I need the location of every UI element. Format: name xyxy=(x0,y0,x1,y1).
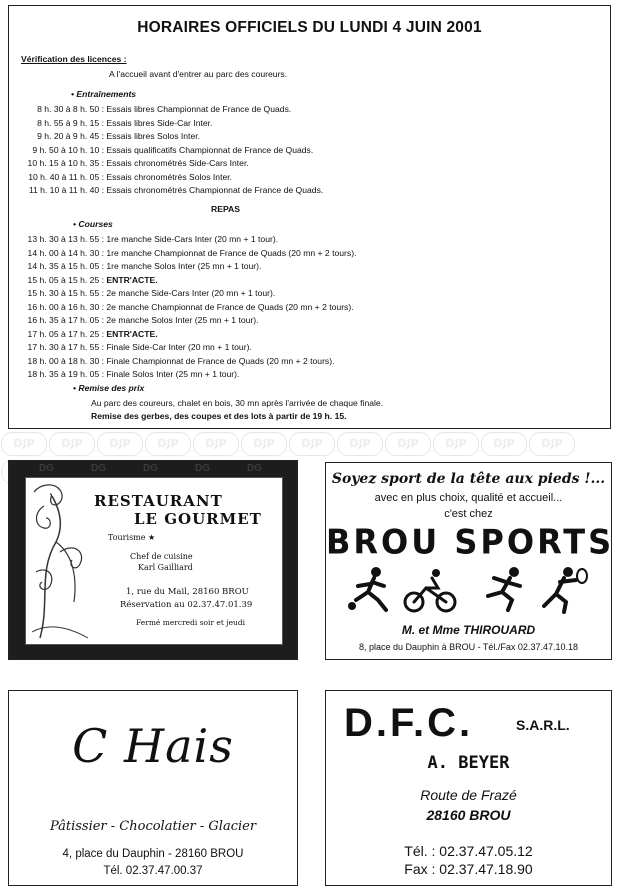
schedule-row xyxy=(9,172,232,182)
schedule-row xyxy=(9,234,278,244)
schedule-event: 2e manche Side-Cars Inter (20 mn + 1 tour). xyxy=(104,288,276,298)
schedule-row xyxy=(9,248,356,258)
brou-name: BROU SPORTS xyxy=(326,522,615,562)
dg-mark: DG xyxy=(143,463,158,474)
dfc-sarl: S.A.R.L. xyxy=(516,717,570,733)
schedule-event: Finale Side-Car Inter (20 mn + 1 tour). xyxy=(104,342,252,352)
schedule-event: 1re manche Side-Cars Inter (20 mn + 1 tour). xyxy=(104,234,279,244)
courses-heading: • Courses xyxy=(73,219,113,229)
schedule-time: 9 h. 50 à 10 h. 10 : xyxy=(32,144,104,155)
restaurant-name-1: RESTAURANT xyxy=(94,492,223,510)
schedule-event: Essais libres Side-Car Inter. xyxy=(104,117,213,128)
schedule-event: Essais qualificatifs Championnat de France de Quads. xyxy=(104,144,314,155)
watermark-strip xyxy=(0,430,618,456)
schedule-time: 13 h. 30 à 13 h. 55 : xyxy=(27,234,104,244)
restaurant-reservation: Réservation au 02.37.47.01.39 xyxy=(120,600,253,610)
restaurant-ad xyxy=(8,460,298,660)
dfc-city: 28160 BROU xyxy=(426,807,511,823)
schedule-row xyxy=(9,261,261,271)
watermark-logo: DJP xyxy=(385,432,431,456)
schedule-time: 16 h. 35 à 17 h. 05 : xyxy=(27,315,104,325)
schedule-event: Essais chronométrés Side-Cars Inter. xyxy=(104,158,249,168)
schedule-row xyxy=(9,329,158,339)
schedule-row xyxy=(9,369,239,379)
schedule-row xyxy=(9,288,275,298)
schedule-event: Essais chronométrés Championnat de France de Quads. xyxy=(104,185,324,195)
runner-icon xyxy=(488,567,520,610)
schedule-event: ENTR'ACTE. xyxy=(104,328,158,339)
schedule-time: 15 h. 05 à 15 h. 25 : xyxy=(27,274,104,285)
cyclist-icon xyxy=(405,569,455,611)
restaurant-name-2: LE GOURMET xyxy=(134,510,262,528)
licences-text: A l'accueil avant d'entrer au parc des coureurs. xyxy=(109,69,288,79)
sports-pictograms xyxy=(346,566,592,614)
schedule-event: Essais libres Solos Inter. xyxy=(104,131,201,141)
dfc-fax: Fax : 02.37.47.18.90 xyxy=(404,861,533,877)
schedule-time: 11 h. 10 à 11 h. 40 : xyxy=(28,185,104,195)
entrainements-heading: • Entraînements xyxy=(71,89,137,99)
schedule-time: 16 h. 00 à 16 h. 30 : xyxy=(27,301,104,312)
watermark-logo: DJP xyxy=(481,432,527,456)
schedule-event: 1re manche Solos Inter (25 mn + 1 tour). xyxy=(104,261,262,271)
schedule-time: 14 h. 00 à 14 h. 30 : xyxy=(27,247,104,258)
chais-subtitle: Pâtissier - Chocolatier - Glacier xyxy=(49,819,257,834)
schedule-row xyxy=(9,131,200,141)
schedule-row xyxy=(9,275,158,285)
watermark-logo: DJP xyxy=(1,432,47,456)
watermark-logo: DJP xyxy=(529,432,575,456)
schedule-time: 18 h. 35 à 19 h. 05 : xyxy=(27,369,104,379)
schedule-row xyxy=(9,118,212,128)
schedule-row xyxy=(9,104,291,114)
chais-tel: Tél. 02.37.47.00.37 xyxy=(103,865,203,877)
schedule-row xyxy=(9,342,252,352)
schedule-event: ENTR'ACTE. xyxy=(104,274,158,285)
schedule-event: Essais libres Championnat de France de Quads. xyxy=(104,104,292,114)
tourisme-label: Tourisme ★ xyxy=(108,533,156,542)
dfc-tel: Tél. : 02.37.47.05.12 xyxy=(404,843,533,859)
schedule-time: 17 h. 05 à 17 h. 25 : xyxy=(27,328,104,339)
chais-logo: C Hais xyxy=(72,719,234,773)
dfc-ad xyxy=(325,690,612,886)
schedule-row xyxy=(9,302,354,312)
repas-label: REPAS xyxy=(211,204,240,214)
schedule-event: 2e manche Championnat de France de Quads (20 mn + 2 tours). xyxy=(104,301,354,312)
iris-flower-icon xyxy=(30,482,90,640)
chef-label: Chef de cuisine xyxy=(130,552,193,561)
brou-owners: M. et Mme THIROUARD xyxy=(401,623,536,637)
restaurant-card xyxy=(25,477,283,645)
dfc-person: A. BEYER xyxy=(427,753,510,773)
schedule-time: 18 h. 00 à 18 h. 30 : xyxy=(27,355,104,366)
brou-sports-ad xyxy=(325,462,615,660)
brou-tagline: Soyez sport de la tête aux pieds !... xyxy=(331,471,606,487)
schedule-title: HORAIRES OFFICIELS DU LUNDI 4 JUIN 2001 xyxy=(137,19,482,36)
prix-bold: Remise des gerbes, des coupes et des lots à partir de 19 h. 15. xyxy=(91,411,347,421)
watermark-logo: DJP xyxy=(241,432,287,456)
schedule-event: Finale Championnat de France de Quads (20 mn + 2 tours). xyxy=(104,355,335,366)
schedule-event: 1re manche Championnat de France de Quads (20 mn + 2 tours). xyxy=(104,247,357,258)
licences-heading: Vérification des licences : xyxy=(21,54,127,64)
restaurant-closed: Fermé mercredi soir et jeudi xyxy=(136,618,246,627)
schedule-row xyxy=(9,145,313,155)
schedule-panel xyxy=(8,5,611,429)
watermark-logo: DJP xyxy=(433,432,479,456)
schedule-row xyxy=(9,185,323,195)
prix-heading: • Remise des prix xyxy=(73,383,145,393)
brou-line2: avec en plus choix, qualité et accueil... xyxy=(374,492,563,504)
schedule-row xyxy=(9,158,249,168)
schedule-time: 8 h. 30 à 8 h. 50 : xyxy=(37,104,104,114)
football-player-icon xyxy=(348,567,386,610)
schedule-time: 10 h. 15 à 10 h. 35 : xyxy=(27,158,104,168)
schedule-event: 2e manche Solos Inter (25 mn + 1 tour). xyxy=(104,315,259,325)
watermark-logo: DJP xyxy=(337,432,383,456)
dg-mark: DG xyxy=(91,463,106,474)
schedule-time: 9 h. 20 à 9 h. 45 : xyxy=(37,131,104,141)
chef-name: Karl Gailliard xyxy=(138,563,193,572)
dfc-name: D.F.C. xyxy=(344,701,474,745)
chais-address: 4, place du Dauphin - 28160 BROU xyxy=(62,848,244,860)
watermark-logo: DJP xyxy=(97,432,143,456)
dfc-road: Route de Frazé xyxy=(420,787,517,803)
schedule-time: 8 h. 55 à 9 h. 15 : xyxy=(37,117,104,128)
watermark-logo: DJP xyxy=(49,432,95,456)
brou-address: 8, place du Dauphin à BROU - Tél./Fax 02.37.47.10.18 xyxy=(359,642,578,652)
schedule-time: 17 h. 30 à 17 h. 55 : xyxy=(27,342,104,352)
schedule-event: Finale Solos Inter (25 mn + 1 tour). xyxy=(104,369,240,379)
schedule-time: 14 h. 35 à 15 h. 05 : xyxy=(27,261,104,271)
tennis-player-icon xyxy=(544,567,587,612)
schedule-event: Essais chronométrés Solos Inter. xyxy=(104,171,233,182)
chais-ad xyxy=(8,690,298,886)
schedule-row xyxy=(9,356,334,366)
prix-text: Au parc des coureurs, chalet en bois, 30 mn après l'arrivée de chaque finale. xyxy=(91,398,384,408)
watermark-logo: DJP xyxy=(289,432,335,456)
dg-mark: DG xyxy=(39,463,54,474)
watermark-logo: DJP xyxy=(193,432,239,456)
schedule-time: 10 h. 40 à 11 h. 05 : xyxy=(28,171,104,182)
schedule-row xyxy=(9,315,259,325)
watermark-logo: DJP xyxy=(145,432,191,456)
schedule-time: 15 h. 30 à 15 h. 55 : xyxy=(27,288,104,298)
restaurant-address: 1, rue du Mail, 28160 BROU xyxy=(126,587,249,597)
dg-mark: DG xyxy=(247,463,262,474)
brou-line3: c'est chez xyxy=(444,508,493,520)
dg-mark: DG xyxy=(195,463,210,474)
